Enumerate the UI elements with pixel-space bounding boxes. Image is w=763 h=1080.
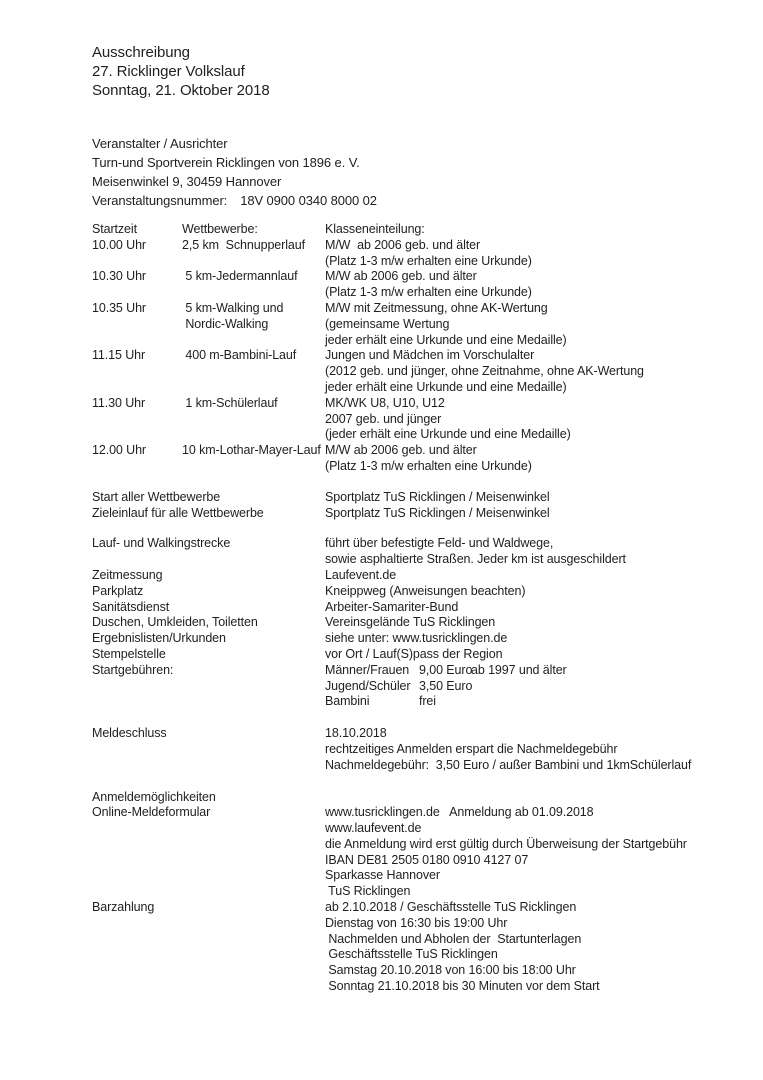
info-label: Parkplatz <box>92 583 144 598</box>
fee-name: Männer/Frauen <box>325 662 410 677</box>
event-number-row <box>92 191 745 210</box>
info-label: Zeitmessung <box>92 567 163 582</box>
info-label: Zieleinlauf für alle Wettbewerbe <box>92 505 264 520</box>
fee-note: ab 1997 und älter <box>471 662 567 677</box>
info-value-line: Kneippweg (Anweisungen beachten) <box>325 583 526 598</box>
event-line: 400 m-Bambini-Lauf <box>182 348 297 363</box>
info-value <box>325 726 745 773</box>
fee-amount: 3,50 Euro <box>419 678 473 693</box>
class-line: Jungen und Mädchen im Vorschulalter <box>325 348 535 363</box>
class-line: MK/WK U8, U10, U12 <box>325 395 445 410</box>
info-row <box>92 536 745 568</box>
info-value <box>325 900 745 995</box>
info-value-line: www.laufevent.de <box>325 821 422 836</box>
start-time: 10.00 Uhr <box>92 237 146 252</box>
info-value-line: sowie asphaltierte Straßen. Jeder km ist ausgeschildert <box>325 552 626 567</box>
class-line: M/W mit Zeitmessung, ohne AK-Wertung <box>325 300 548 315</box>
class-line: M/W ab 2006 geb. und älter <box>325 269 477 284</box>
info-value-line: führt über befestigte Feld- und Waldwege, <box>325 536 554 551</box>
classes-cell <box>325 443 745 475</box>
event-line: 5 km-Walking und <box>182 300 284 315</box>
event-line: 5 km-Jedermannlauf <box>182 269 298 284</box>
info-value <box>325 805 745 900</box>
start-time: 11.30 Uhr <box>92 395 146 410</box>
info-row <box>92 600 745 616</box>
class-line: (Platz 1-3 m/w erhalten eine Urkunde) <box>325 253 532 268</box>
start-time: 12.00 Uhr <box>92 443 146 458</box>
info-value-line: vor Ort / Lauf(S)pass der Region <box>325 646 503 661</box>
info-value-line: www.tusricklingen.de Anmeldung ab 01.09.2018 <box>325 805 594 820</box>
title-line-1: Ausschreibung <box>92 44 190 61</box>
organizer-address: Meisenwinkel 9, 30459 Hannover <box>92 174 282 189</box>
organizer-club: Turn-und Sportverein Ricklingen von 1896 e. V. <box>92 155 360 170</box>
event-cell <box>182 443 325 475</box>
classes-cell <box>325 269 745 301</box>
info-row <box>92 490 745 506</box>
info-row <box>92 615 745 631</box>
info-value-line: Laufevent.de <box>325 567 397 582</box>
info-row <box>92 506 745 522</box>
info-label: Stempelstelle <box>92 646 166 661</box>
event-line: 1 km-Schülerlauf <box>182 395 278 410</box>
info-value-line: Samstag 20.10.2018 von 16:00 bis 18:00 Uhr <box>325 963 576 978</box>
class-line: jeder erhält eine Urkunde und eine Medaille) <box>325 379 567 394</box>
schedule-row <box>92 348 745 395</box>
fee-row <box>325 679 745 695</box>
schedule-row <box>92 443 745 475</box>
schedule-header-time: Startzeit <box>92 222 137 236</box>
registration-heading: Anmeldemöglichkeiten <box>92 789 216 804</box>
info-row <box>92 900 745 995</box>
class-line: (jeder erhält eine Urkunde und eine Medaille) <box>325 427 571 442</box>
title-line-2: 27. Ricklinger Volkslauf <box>92 63 245 80</box>
schedule-row <box>92 238 745 270</box>
fee-note <box>471 679 745 695</box>
locations-section <box>92 490 745 522</box>
fees-label: Startgebühren: <box>92 662 174 677</box>
fee-row <box>325 663 745 679</box>
fee-row <box>325 694 745 710</box>
info-row <box>92 647 745 663</box>
fee-note <box>471 694 745 710</box>
info-label: Start aller Wettbewerbe <box>92 489 221 504</box>
schedule-header-event: Wettbewerbe: <box>182 222 258 236</box>
fees-values <box>325 663 745 710</box>
info-value-line: Geschäftsstelle TuS Ricklingen <box>325 947 498 962</box>
fee-amount: 9,00 Euro <box>419 662 473 677</box>
fee-amount: frei <box>419 694 436 709</box>
info-label: Sanitätsdienst <box>92 599 170 614</box>
info-value-line: TuS Ricklingen <box>325 884 411 899</box>
class-line: M/W ab 2006 geb. und älter <box>325 443 477 458</box>
info-value-line: die Anmeldung wird erst gültig durch Überweisung der Startgebühr <box>325 836 687 851</box>
course-info-section <box>92 536 745 710</box>
info-value-line: Arbeiter-Samariter-Bund <box>325 599 459 614</box>
info-value-line: Nachmeldegebühr: 3,50 Euro / außer Bambini und 1kmSchülerlauf <box>325 757 692 772</box>
event-cell <box>182 301 325 348</box>
info-label: Online-Meldeformular <box>92 805 211 820</box>
class-line: jeder erhält eine Urkunde und eine Medaille) <box>325 332 567 347</box>
fee-name: Jugend/Schüler <box>325 678 411 693</box>
info-value-line: IBAN DE81 2505 0180 0910 4127 07 <box>325 852 529 867</box>
info-value-line: Sportplatz TuS Ricklingen / Meisenwinkel <box>325 505 550 520</box>
schedule-row <box>92 396 745 443</box>
info-value-line: Sonntag 21.10.2018 bis 30 Minuten vor dem Start <box>325 979 600 994</box>
info-value-line: 18.10.2018 <box>325 726 387 741</box>
class-line: (Platz 1-3 m/w erhalten eine Urkunde) <box>325 285 532 300</box>
classes-cell <box>325 396 745 443</box>
info-value <box>325 536 745 568</box>
event-line: Nordic-Walking <box>182 316 269 331</box>
class-line: M/W ab 2006 geb. und älter <box>325 237 481 252</box>
organizer-heading: Veranstalter / Ausrichter <box>92 136 228 151</box>
fees-row-group <box>92 663 745 710</box>
info-value-line: Dienstag von 16:30 bis 19:00 Uhr <box>325 915 508 930</box>
info-value-line: rechtzeitiges Anmelden erspart die Nachmeldegebühr <box>325 741 618 756</box>
event-number-value: 18V 0900 0340 8000 02 <box>240 193 377 208</box>
info-row <box>92 568 745 584</box>
info-label: Lauf- und Walkingstrecke <box>92 536 231 551</box>
info-value-line: Nachmelden und Abholen der Startunterlagen <box>325 931 582 946</box>
info-value-line: Sportplatz TuS Ricklingen / Meisenwinkel <box>325 489 550 504</box>
registration-section <box>92 790 745 995</box>
schedule-table <box>92 222 745 475</box>
classes-cell <box>325 238 745 270</box>
info-value-line: Sparkasse Hannover <box>325 868 440 883</box>
class-line: (gemeinsame Wertung <box>325 316 450 331</box>
deadline-section <box>92 726 745 773</box>
schedule-row <box>92 301 745 348</box>
event-number-label: Veranstaltungsnummer: <box>92 193 228 208</box>
event-cell <box>182 396 325 443</box>
schedule-row <box>92 269 745 301</box>
info-label: Barzahlung <box>92 900 155 915</box>
fee-name: Bambini <box>325 694 370 709</box>
info-value-line: ab 2.10.2018 / Geschäftsstelle TuS Ricklingen <box>325 900 577 915</box>
schedule-header-classes: Klasseneinteilung: <box>325 222 425 236</box>
page-title <box>92 43 745 100</box>
info-label: Meldeschluss <box>92 726 167 741</box>
info-label: Ergebnislisten/Urkunden <box>92 631 226 646</box>
event-cell <box>182 348 325 395</box>
event-line: 2,5 km Schnupperlauf <box>182 237 305 252</box>
class-line: (2012 geb. und jünger, ohne Zeitnahme, ohne AK-Wertung <box>325 364 644 379</box>
event-line: 10 km-Lothar-Mayer-Lauf <box>182 443 321 458</box>
info-value-line: Vereinsgelände TuS Ricklingen <box>325 615 496 630</box>
info-label: Duschen, Umkleiden, Toiletten <box>92 615 258 630</box>
start-time: 11.15 Uhr <box>92 348 146 363</box>
classes-cell <box>325 301 745 348</box>
event-cell <box>182 269 325 301</box>
info-row <box>92 805 745 900</box>
start-time: 10.30 Uhr <box>92 269 146 284</box>
class-line: 2007 geb. und jünger <box>325 411 442 426</box>
info-row <box>92 631 745 647</box>
info-row <box>92 584 745 600</box>
info-value-line: siehe unter: www.tusricklingen.de <box>325 631 508 646</box>
event-cell <box>182 238 325 270</box>
start-time: 10.35 Uhr <box>92 300 146 315</box>
title-line-3: Sonntag, 21. Oktober 2018 <box>92 82 270 99</box>
schedule-header-row <box>92 222 745 238</box>
organizer-block <box>92 134 745 210</box>
classes-cell <box>325 348 745 395</box>
class-line: (Platz 1-3 m/w erhalten eine Urkunde) <box>325 458 532 473</box>
